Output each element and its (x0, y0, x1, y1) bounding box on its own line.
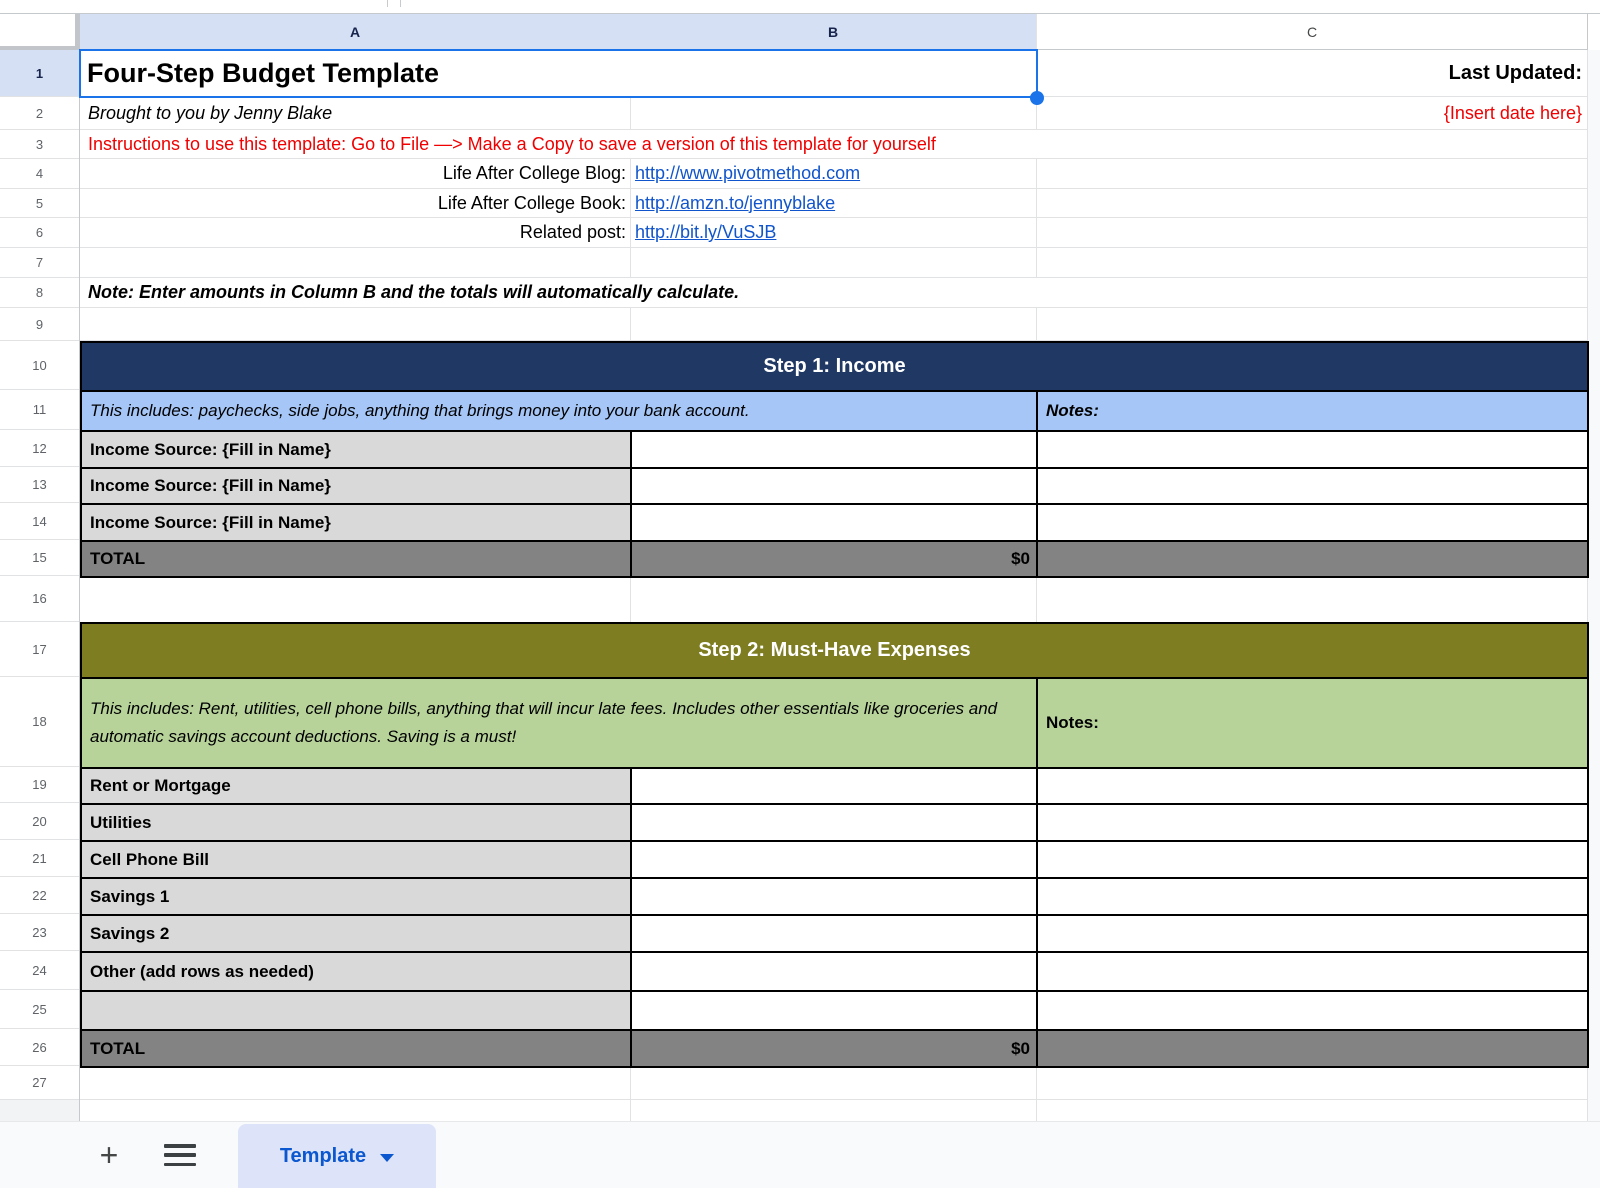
row-header-16[interactable]: 16 (0, 576, 79, 622)
cell-c22-notes[interactable] (1038, 879, 1589, 916)
last-updated-label: Last Updated: (1448, 61, 1582, 84)
row-header-9[interactable]: 9 (0, 308, 79, 341)
row-header-12[interactable]: 12 (0, 430, 79, 467)
column-header-b[interactable]: B (630, 14, 1036, 50)
link-label-text: Life After College Book: (437, 192, 626, 213)
row-header-23[interactable]: 23 (0, 914, 79, 951)
cell-b20-amount[interactable] (632, 805, 1038, 842)
expense-row-rent[interactable]: Rent or Mortgage (82, 769, 632, 805)
formula-bar-bottom-strip (0, 0, 1600, 13)
cell-c23-notes[interactable] (1038, 916, 1589, 953)
expense-row-savings-1[interactable]: Savings 1 (82, 879, 632, 916)
cell-b6-link[interactable] (630, 218, 1036, 247)
chevron-down-icon (380, 1154, 394, 1162)
row-header-2[interactable]: 2 (0, 97, 79, 130)
row-1 (80, 50, 1587, 97)
instructions-text: Instructions to use this template: Go to File —> Make a Copy to save a version of this template for yourself (88, 133, 936, 154)
row-header-7[interactable]: 7 (0, 248, 79, 278)
row-header-19[interactable]: 19 (0, 767, 79, 803)
hamburger-icon (164, 1153, 196, 1157)
link-label-text: Life After College Blog: (442, 163, 626, 183)
cell-c26[interactable] (1038, 1031, 1589, 1068)
link-label-text: Related post: (519, 222, 626, 242)
row-4 (80, 159, 1587, 189)
cell-c4[interactable] (1036, 159, 1587, 188)
cell-b12-amount[interactable] (632, 432, 1038, 469)
row-2 (80, 97, 1587, 130)
cell-c15[interactable] (1038, 542, 1589, 578)
row-header-20[interactable]: 20 (0, 803, 79, 840)
cell-b19-amount[interactable] (632, 769, 1038, 805)
cell-a1-title[interactable] (80, 50, 1036, 96)
sheet-right-edge-area (1588, 50, 1600, 1121)
cell-c24-notes[interactable] (1038, 953, 1589, 992)
cell-c14-notes[interactable] (1038, 505, 1589, 542)
cell-a2-byline[interactable] (80, 97, 1036, 129)
cell-c5[interactable] (1036, 189, 1587, 217)
selection-fill-handle[interactable] (1030, 91, 1044, 105)
step2-notes-cell[interactable]: Notes: (1038, 679, 1589, 769)
row-16[interactable] (80, 578, 1587, 622)
expense-row-cell-phone[interactable]: Cell Phone Bill (82, 842, 632, 879)
gridline (1587, 576, 1588, 622)
step1-notes-cell[interactable]: Notes: (1038, 392, 1589, 432)
expense-row-other[interactable]: Other (add rows as needed) (82, 953, 632, 992)
row-header-22[interactable]: 22 (0, 877, 79, 914)
row-header-5[interactable]: 5 (0, 189, 79, 218)
row-header-18[interactable]: 18 (0, 677, 79, 767)
link-label-book[interactable] (80, 189, 630, 217)
note-text: Note: Enter amounts in Column B and the totals will automatically calculate. (88, 282, 740, 302)
column-header-c[interactable]: C (1036, 14, 1587, 50)
gridline (1587, 50, 1588, 341)
sheet-tab-bar (0, 1121, 1600, 1188)
expense-row-utilities[interactable]: Utilities (82, 805, 632, 842)
step1-total-value[interactable]: $0 (632, 542, 1038, 578)
row-9[interactable] (80, 308, 1587, 341)
cell-c12-notes[interactable] (1038, 432, 1589, 469)
cell-c25-notes[interactable] (1038, 992, 1589, 1031)
step2-header-cell[interactable]: Step 2: Must-Have Expenses (82, 624, 1589, 679)
row-header-17[interactable]: 17 (0, 622, 79, 677)
row-header-26[interactable]: 26 (0, 1029, 79, 1066)
row-header-partial (0, 1100, 80, 1121)
cell-c20-notes[interactable] (1038, 805, 1589, 842)
row-header-15[interactable]: 15 (0, 540, 79, 576)
row-header-24[interactable]: 24 (0, 951, 79, 990)
cell-b22-amount[interactable] (632, 879, 1038, 916)
hamburger-icon (164, 1163, 196, 1167)
column-header-row (0, 13, 1600, 50)
link-label-blog[interactable] (80, 159, 630, 188)
row-header-6[interactable]: 6 (0, 218, 79, 248)
row-6 (80, 218, 1587, 248)
byline-text: Brought to you by Jenny Blake (88, 102, 333, 123)
namebox-divider-tick (387, 0, 388, 7)
cell-b4-link[interactable] (630, 159, 1036, 188)
sheet-tab-template[interactable] (238, 1124, 436, 1188)
related-post-link[interactable]: http://bit.ly/VuSJB (635, 222, 777, 242)
sheet-title: Four-Step Budget Template (87, 57, 440, 88)
row-header-8[interactable]: 8 (0, 278, 79, 308)
add-sheet-button[interactable] (92, 1122, 126, 1188)
row-3[interactable] (80, 130, 1587, 159)
column-header-sliver (1587, 14, 1600, 50)
blog-link[interactable]: http://www.pivotmethod.com (635, 163, 861, 183)
row-header-13[interactable]: 13 (0, 467, 79, 503)
sheet-tab-label: Template (279, 1145, 367, 1167)
cell-c2-insert-date[interactable] (1036, 97, 1587, 129)
hamburger-icon (164, 1144, 196, 1148)
cell-c1-last-updated[interactable] (1036, 50, 1587, 96)
income-source-row-2[interactable]: Income Source: {Fill in Name} (82, 469, 632, 505)
insert-date-placeholder: {Insert date here} (1443, 102, 1582, 123)
cell-b21-amount[interactable] (632, 842, 1038, 879)
row-27[interactable] (80, 1068, 1587, 1100)
expense-row-savings-2[interactable]: Savings 2 (82, 916, 632, 953)
cell-c19-notes[interactable] (1038, 769, 1589, 805)
cell-c13-notes[interactable] (1038, 469, 1589, 505)
gridline (1587, 1066, 1588, 1121)
row-header-4[interactable]: 4 (0, 159, 79, 189)
cell-b23-amount[interactable] (632, 916, 1038, 953)
namebox-divider-tick (400, 0, 401, 7)
cell-b25-amount[interactable] (632, 992, 1038, 1031)
row-header-3[interactable]: 3 (0, 130, 79, 159)
step1-total-label[interactable]: TOTAL (82, 542, 632, 578)
cell-c6[interactable] (1036, 218, 1587, 247)
expense-row-blank[interactable] (82, 992, 632, 1031)
step2-expenses-table (80, 622, 1589, 1068)
plus-icon: + (99, 1136, 119, 1173)
step1-header-cell[interactable]: Step 1: Income (82, 343, 1589, 392)
step2-total-label[interactable]: TOTAL (82, 1031, 632, 1068)
book-link[interactable]: http://amzn.to/jennyblake (635, 192, 836, 213)
row-header-10[interactable]: 10 (0, 341, 79, 390)
step2-description-cell[interactable]: This includes: Rent, utilities, cell phone bills, anything that will incur late fees. Includes other essentials like groceries and automatic savings account deductions. Saving is a must! (82, 679, 1038, 769)
select-all-corner[interactable] (0, 14, 80, 50)
cell-b24-amount[interactable] (632, 953, 1038, 992)
row-header-1[interactable]: 1 (0, 50, 79, 97)
row-header-11[interactable]: 11 (0, 390, 79, 430)
all-sheets-button[interactable] (164, 1144, 196, 1166)
row-header-21[interactable]: 21 (0, 840, 79, 877)
step2-total-value[interactable]: $0 (632, 1031, 1038, 1068)
cell-b13-amount[interactable] (632, 469, 1038, 505)
cell-b5-link[interactable] (630, 189, 1036, 217)
row-5 (80, 189, 1587, 218)
income-source-row-3[interactable]: Income Source: {Fill in Name} (82, 505, 632, 542)
step1-description-cell[interactable]: This includes: paychecks, side jobs, anything that brings money into your bank account. (82, 392, 1038, 432)
row-7[interactable] (80, 248, 1587, 278)
cell-b14-amount[interactable] (632, 505, 1038, 542)
row-header-25[interactable]: 25 (0, 990, 79, 1029)
row-header-27[interactable]: 27 (0, 1066, 79, 1100)
row-28-partial[interactable] (80, 1100, 1587, 1121)
link-label-post[interactable] (80, 218, 630, 247)
cell-c21-notes[interactable] (1038, 842, 1589, 879)
income-source-row-1[interactable]: Income Source: {Fill in Name} (82, 432, 632, 469)
step1-income-table (80, 341, 1589, 578)
row-8[interactable] (80, 278, 1587, 308)
row-header-14[interactable]: 14 (0, 503, 79, 540)
row-header-gutter (0, 50, 80, 1100)
column-header-a[interactable]: A (80, 14, 630, 50)
